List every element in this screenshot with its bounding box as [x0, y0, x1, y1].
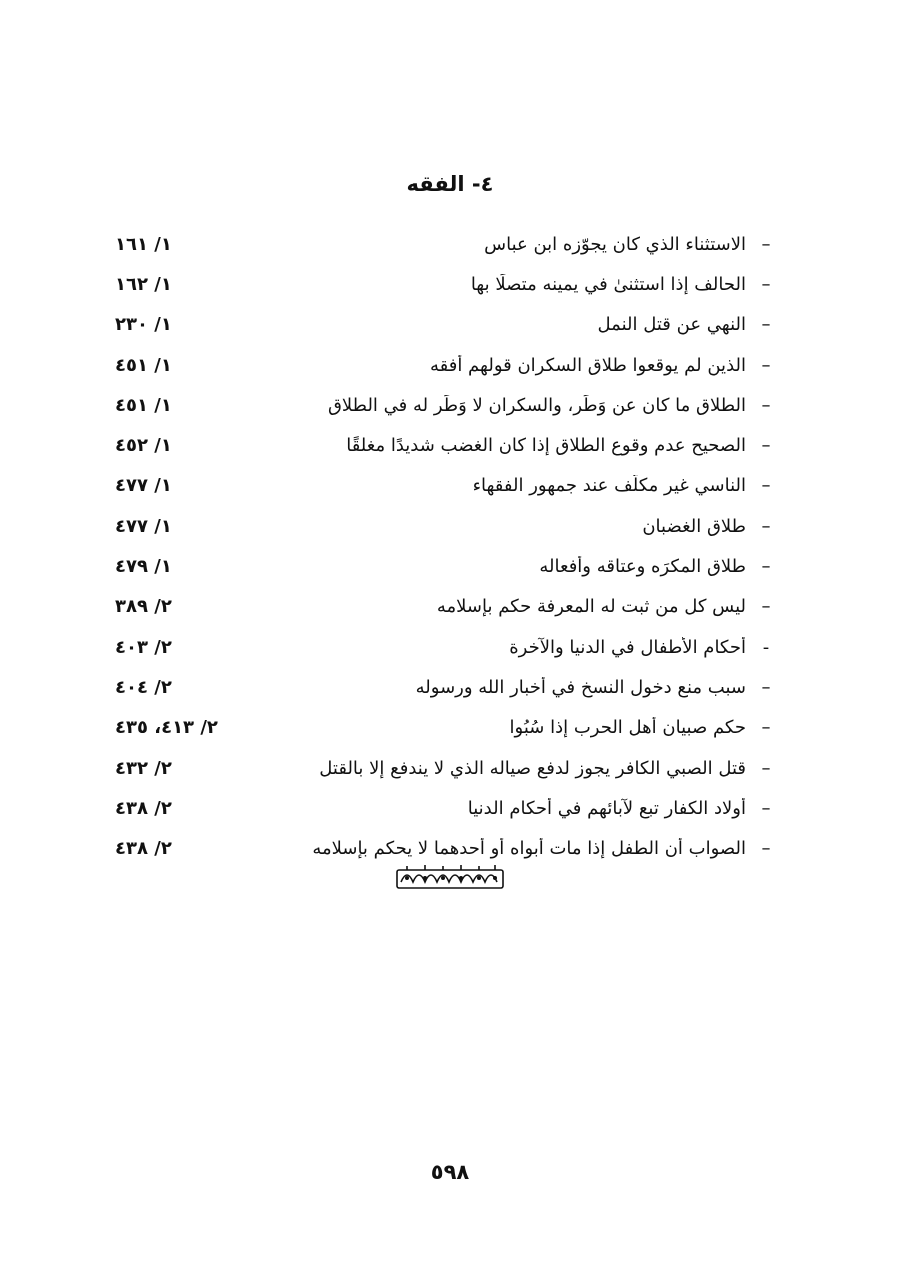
entry-dash: –	[761, 435, 771, 457]
page-number: ٥٩٨	[430, 1160, 470, 1184]
entry-dash: –	[761, 757, 771, 779]
entry-page-ref: ١/ ٤٥٢	[115, 435, 172, 457]
entry-page-ref: ١/ ٤٧٧	[115, 475, 172, 497]
entry-page-ref: ١/ ١٦٢	[115, 273, 172, 295]
entry-dash: –	[761, 273, 771, 295]
index-list	[115, 224, 780, 869]
entry-topic: قتل الصبي الكافر يجوز لدفع صياله الذي لا يندفع إلا بالقتل	[319, 757, 746, 779]
list-item	[115, 627, 780, 667]
entry-page-ref: ١/ ٤٧٩	[115, 556, 172, 578]
entry-dash: –	[761, 797, 771, 819]
entry-page-ref: ١/ ٤٥١	[115, 354, 172, 376]
entry-dash: –	[761, 233, 771, 255]
entry-page-ref: ١/ ٤٥١	[115, 394, 172, 416]
entry-dash: –	[761, 596, 771, 618]
entry-topic: ليس كل من ثبت له المعرفة حكم بإسلامه	[436, 596, 746, 618]
entry-page-ref: ٢/ ٤٠٣	[115, 636, 172, 658]
list-item	[115, 587, 780, 627]
list-item	[115, 466, 780, 506]
list-item	[115, 345, 780, 385]
list-item	[115, 667, 780, 707]
list-item	[115, 224, 780, 264]
entry-page-ref: ٢/ ٤٣٨	[115, 797, 172, 819]
list-item	[115, 788, 780, 828]
list-item	[115, 708, 780, 748]
entry-dash: –	[761, 394, 771, 416]
entry-topic: الصحيح عدم وقوع الطلاق إذا كان الغضب شديدًا مغلقًا	[346, 435, 746, 457]
entry-dash: –	[761, 354, 771, 376]
entry-dash: –	[761, 556, 771, 578]
entry-page-ref: ١/ ٢٣٠	[115, 314, 172, 336]
list-item	[115, 305, 780, 345]
entry-topic: أولاد الكفار تبع لآبائهم في أحكام الدنيا	[467, 797, 746, 819]
list-item	[115, 748, 780, 788]
list-item	[115, 264, 780, 304]
section-title: ٤- الفقه	[406, 172, 494, 197]
entry-topic: الحالف إذا استثنىٰ في يمينه متصلًا بها	[470, 273, 746, 295]
entry-topic: حكم صبيان أهل الحرب إذا سُبُوا	[509, 717, 746, 739]
list-item	[115, 425, 780, 465]
list-item	[115, 385, 780, 425]
entry-topic: سبب منع دخول النسخ في أخبار الله ورسوله	[415, 676, 746, 698]
entry-topic: طلاق المكرَه وعتاقه وأفعاله	[539, 556, 746, 578]
entry-topic: الصواب أن الطفل إذا مات أبواه أو أحدهما لا يحكم بإسلامه	[312, 838, 746, 860]
entry-page-ref: ١/ ١٦١	[115, 233, 172, 255]
entry-dash: –	[761, 314, 771, 336]
list-item	[115, 506, 780, 546]
entry-topic: أحكام الأطفال في الدنيا والآخرة	[509, 636, 746, 658]
entry-dash: -	[762, 636, 770, 658]
entry-topic: الذين لم يوقعوا طلاق السكران قولهم أفقه	[429, 354, 746, 376]
entry-page-ref: ١/ ٤٧٧	[115, 515, 172, 537]
list-item	[115, 546, 780, 586]
entry-page-ref: ٢/ ٤٣٨	[115, 838, 172, 860]
entry-dash: –	[761, 717, 771, 739]
entry-topic: الاستثناء الذي كان يجوّزه ابن عباس	[484, 233, 746, 255]
entry-dash: –	[761, 475, 771, 497]
entry-topic: الناسي غير مكلّف عند جمهور الفقهاء	[472, 475, 746, 497]
entry-dash: –	[761, 676, 771, 698]
entry-page-ref: ٢/ ٤١٣، ٤٣٥	[115, 717, 218, 739]
entry-page-ref: ٢/ ٤٠٤	[115, 676, 172, 698]
entry-dash: –	[761, 515, 771, 537]
entry-page-ref: ٢/ ٣٨٩	[115, 596, 172, 618]
entry-page-ref: ٢/ ٤٣٢	[115, 757, 172, 779]
entry-topic: طلاق الغضبان	[642, 515, 746, 537]
entry-dash: –	[761, 838, 771, 860]
entry-topic: النهي عن قتل النمل	[597, 314, 746, 336]
entry-topic: الطلاق ما كان عن وَطَر، والسكران لا وَطَر له في الطلاق	[327, 394, 746, 416]
floral-divider-icon	[0, 862, 900, 896]
